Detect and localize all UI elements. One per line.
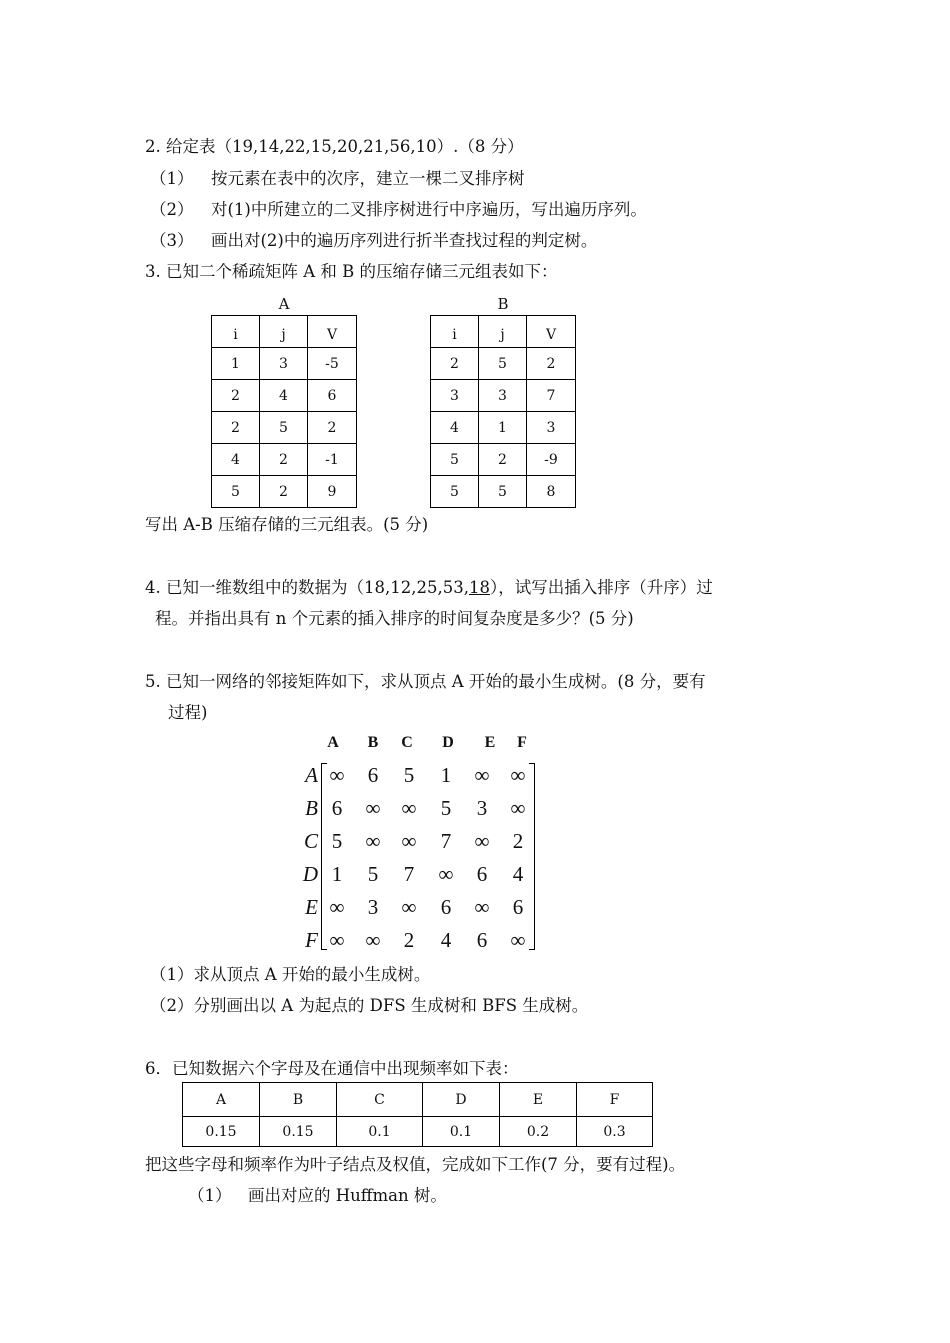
freq-cell: 0.15	[183, 1117, 260, 1147]
matrix-right-bracket	[529, 763, 535, 950]
table-row	[212, 348, 357, 380]
table-row	[212, 412, 357, 444]
matrix-cell: ∞	[365, 796, 381, 820]
q4-line-2: 程。并指出具有 n 个元素的插入排序的时间复杂度是多少？(5 分)	[155, 609, 634, 628]
table-cell: 1	[212, 348, 260, 380]
matrix-cell: 6	[476, 862, 488, 886]
table-cell: 7	[527, 380, 576, 412]
matrix-row-header: C	[303, 829, 318, 853]
table-row	[431, 380, 576, 412]
q3-title: 3. 已知二个稀疏矩阵 A 和 B 的压缩存储三元组表如下：	[145, 262, 558, 281]
table-cell: 5	[260, 412, 308, 444]
matrix-cell: ∞	[474, 829, 490, 853]
q5-line-1: 5. 已知一网络的邻接矩阵如下，求从顶点 A 开始的最小生成树。(8 分，要有	[145, 672, 706, 691]
table-cell: 3	[431, 380, 479, 412]
matrix-col-header: A	[327, 734, 339, 751]
matrix-row-header: F	[305, 928, 318, 952]
letter-cell: B	[260, 1083, 337, 1117]
frequency-table	[182, 1082, 653, 1147]
matrix-col-header: E	[484, 734, 496, 751]
matrix-cell: 6	[367, 763, 379, 787]
matrix-cell: ∞	[401, 829, 417, 853]
table-cell: 3	[260, 348, 308, 380]
table-cell: -1	[308, 444, 357, 476]
table-header-row	[212, 316, 357, 348]
table-row	[183, 1117, 653, 1147]
matrix-cell: 5	[403, 763, 415, 787]
triplet-table-a	[211, 315, 357, 508]
q6-sub-1-text: 画出对应的 Huffman 树。	[248, 1186, 447, 1205]
q6-title: 6．已知数据六个字母及在通信中出现频率如下表：	[145, 1059, 519, 1078]
q5-sub-1: （1）求从顶点 A 开始的最小生成树。	[150, 965, 431, 984]
matrix-cell: 2	[403, 928, 415, 952]
matrix-cell: ∞	[510, 763, 526, 787]
matrix-cell: ∞	[365, 928, 381, 952]
q2-item-2-num: （2）	[150, 200, 194, 219]
matrix-cell: ∞	[474, 763, 490, 787]
matrix-cell: 7	[403, 862, 415, 886]
table-cell: -9	[527, 444, 576, 476]
letter-cell: D	[423, 1083, 500, 1117]
table-row	[212, 380, 357, 412]
matrix-cell: 4	[512, 862, 524, 886]
letter-cell: A	[183, 1083, 260, 1117]
table-cell: 8	[527, 476, 576, 508]
table-header-row	[431, 316, 576, 348]
table-a-caption: A	[278, 295, 290, 313]
matrix-cell: ∞	[474, 895, 490, 919]
matrix-cell: 6	[331, 796, 343, 820]
table-cell: 4	[431, 412, 479, 444]
matrix-cell: 3	[476, 796, 488, 820]
matrix-row-header: B	[305, 796, 318, 820]
table-row	[431, 444, 576, 476]
table-row	[431, 348, 576, 380]
table-cell: 2	[431, 348, 479, 380]
header-cell: j	[260, 316, 308, 348]
header-cell: j	[479, 316, 527, 348]
matrix-left-bracket	[321, 763, 327, 950]
matrix-cell: ∞	[329, 928, 345, 952]
matrix-cell: ∞	[329, 763, 345, 787]
matrix-cell: ∞	[365, 829, 381, 853]
matrix-cell: 6	[440, 895, 452, 919]
table-cell: 2	[260, 444, 308, 476]
freq-cell: 0.1	[337, 1117, 423, 1147]
matrix-cell: ∞	[510, 928, 526, 952]
matrix-col-header: D	[442, 734, 454, 751]
matrix-cell: ∞	[401, 796, 417, 820]
matrix-cell: 5	[331, 829, 343, 853]
q3-footer: 写出 A-B 压缩存储的三元组表。(5 分)	[145, 515, 429, 534]
matrix-cell: 2	[512, 829, 524, 853]
table-cell: 5	[431, 444, 479, 476]
matrix-cell: 1	[440, 763, 452, 787]
table-cell: 5	[479, 476, 527, 508]
letter-cell: C	[337, 1083, 423, 1117]
header-cell: i	[431, 316, 479, 348]
freq-cell: 0.1	[423, 1117, 500, 1147]
q4-line-1	[145, 580, 713, 597]
triplet-table-b	[430, 315, 576, 508]
freq-cell: 0.2	[500, 1117, 577, 1147]
table-cell: 3	[527, 412, 576, 444]
matrix-cell: 3	[367, 895, 379, 919]
matrix-cell: 1	[331, 862, 343, 886]
table-cell: 9	[308, 476, 357, 508]
q4-line-1-pre: 4. 已知一维数组中的数据为（18,12,25,53,	[145, 578, 469, 597]
matrix-cell: 4	[440, 928, 452, 952]
matrix-col-header: C	[401, 734, 413, 751]
q2-item-1-num: （1）	[150, 169, 194, 188]
table-row	[431, 412, 576, 444]
q4-line-1-post: ），试写出插入排序（升序）过	[489, 578, 713, 597]
table-header-row	[183, 1083, 653, 1117]
matrix-cell: ∞	[510, 796, 526, 820]
table-cell: 2	[308, 412, 357, 444]
table-cell: 4	[212, 444, 260, 476]
table-row	[431, 476, 576, 508]
q2-item-3-num: （3）	[150, 231, 194, 250]
header-cell: i	[212, 316, 260, 348]
matrix-col-header: F	[517, 734, 527, 751]
letter-cell: F	[577, 1083, 653, 1117]
q4-underlined-value: 18	[468, 578, 490, 597]
matrix-row-header: E	[305, 895, 318, 919]
matrix-cell: 6	[476, 928, 488, 952]
letter-cell: E	[500, 1083, 577, 1117]
table-cell: 5	[479, 348, 527, 380]
table-cell: 6	[308, 380, 357, 412]
table-b-caption: B	[497, 295, 509, 313]
freq-cell: 0.3	[577, 1117, 653, 1147]
matrix-row-header: D	[302, 862, 318, 886]
q2-item-1-text: 按元素在表中的次序，建立一棵二叉排序树	[211, 169, 525, 188]
table-cell: -5	[308, 348, 357, 380]
matrix-cell: 5	[367, 862, 379, 886]
q2-item-3-text: 画出对(2)中的遍历序列进行折半查找过程的判定树。	[211, 231, 598, 250]
q6-sub-1-num: （1）	[188, 1186, 232, 1205]
matrix-cell: ∞	[329, 895, 345, 919]
q6-line-2: 把这些字母和频率作为叶子结点及权值，完成如下工作(7 分，要有过程)。	[145, 1155, 686, 1174]
table-cell: 5	[431, 476, 479, 508]
table-cell: 5	[212, 476, 260, 508]
table-cell: 2	[527, 348, 576, 380]
q5-line-2: 过程)	[168, 703, 208, 722]
matrix-cell: 5	[440, 796, 452, 820]
header-cell: V	[308, 316, 357, 348]
table-cell: 2	[479, 444, 527, 476]
table-cell: 1	[479, 412, 527, 444]
q2-title: 2. 给定表（19,14,22,15,20,21,56,10）.（8 分）	[145, 137, 524, 156]
matrix-cell: ∞	[401, 895, 417, 919]
matrix-row-header: A	[305, 763, 318, 787]
table-cell: 2	[212, 412, 260, 444]
q5-sub-2: （2）分别画出以 A 为起点的 DFS 生成树和 BFS 生成树。	[150, 996, 589, 1015]
table-cell: 2	[260, 476, 308, 508]
table-row	[212, 476, 357, 508]
table-row	[212, 444, 357, 476]
matrix-cell: 6	[512, 895, 524, 919]
freq-cell: 0.15	[260, 1117, 337, 1147]
table-cell: 2	[212, 380, 260, 412]
table-cell: 3	[479, 380, 527, 412]
matrix-col-header: B	[367, 734, 379, 751]
table-cell: 4	[260, 380, 308, 412]
q2-item-2-text: 对(1)中所建立的二叉排序树进行中序遍历，写出遍历序列。	[211, 200, 647, 219]
header-cell: V	[527, 316, 576, 348]
matrix-cell: 7	[440, 829, 452, 853]
matrix-cell: ∞	[438, 862, 454, 886]
